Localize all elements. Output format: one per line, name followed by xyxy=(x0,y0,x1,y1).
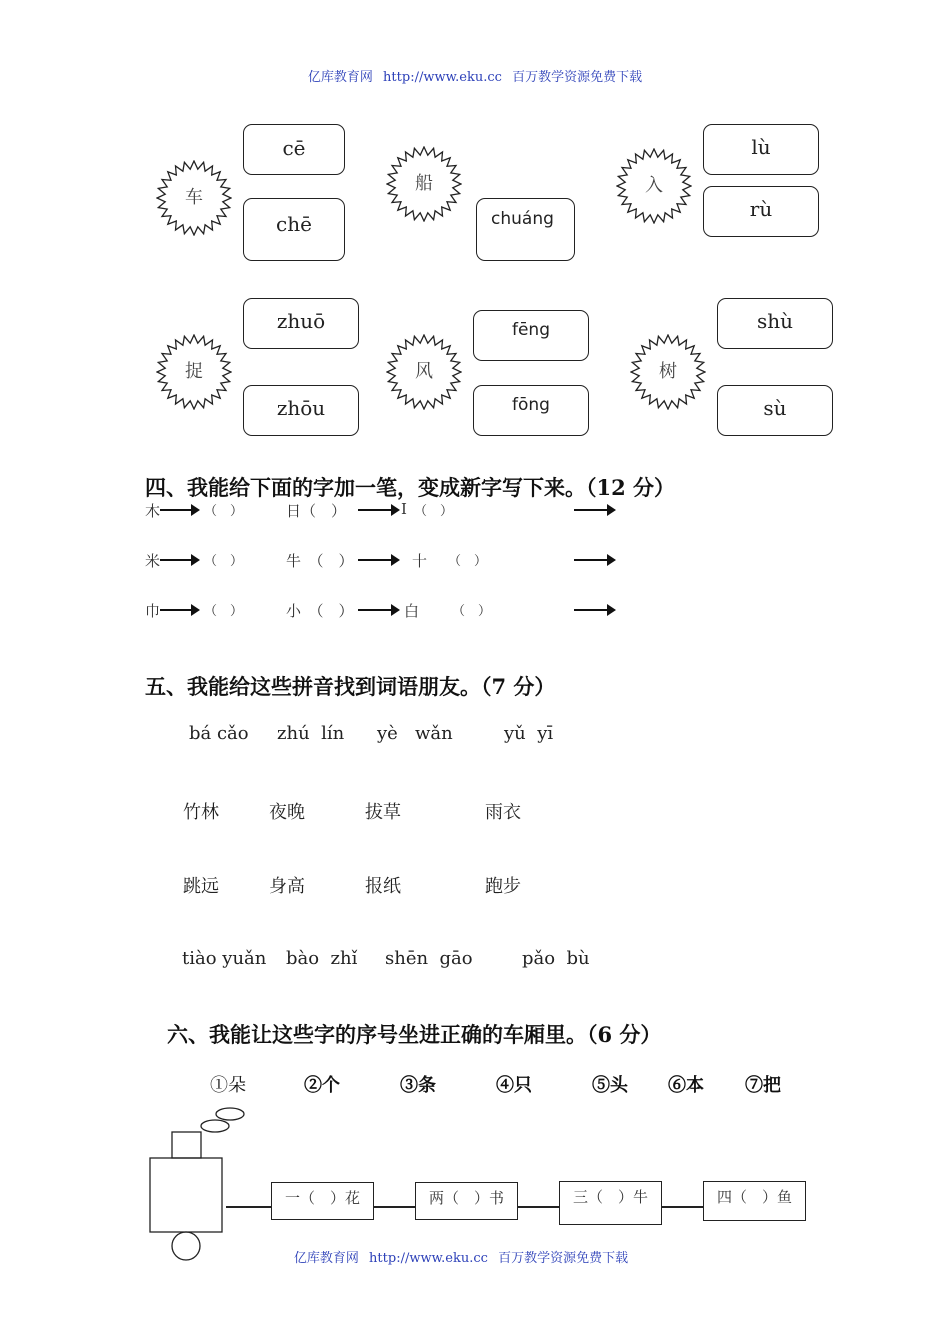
footer-site: 亿库教育网 xyxy=(293,1251,359,1266)
char-label: 捉 xyxy=(185,361,203,382)
pinyin-option[interactable]: rù xyxy=(703,186,819,237)
section5-title: 五、我能给这些拼音找到词语朋友。（7 分） xyxy=(145,674,556,699)
starburst-char xyxy=(630,334,706,410)
char-label: 船 xyxy=(415,173,433,194)
train-car[interactable]: 两（ ）书 xyxy=(415,1182,518,1220)
header-slogan: 百万教学资源免费下载 xyxy=(512,70,643,85)
pinyin-word: shēn gāo xyxy=(385,948,473,969)
option-item[interactable]: ③条 xyxy=(400,1075,436,1096)
pinyin-option[interactable]: fōng xyxy=(473,385,589,436)
pinyin-option[interactable]: fēng xyxy=(473,310,589,361)
header-site: 亿库教育网 xyxy=(307,70,373,85)
answer-paren[interactable]: （ ） xyxy=(204,604,244,619)
pinyin-word: bá cǎo xyxy=(189,723,249,744)
char-label: 车 xyxy=(185,187,203,208)
add-stroke-row xyxy=(0,500,950,520)
starburst-char xyxy=(616,148,692,224)
chinese-word: 报纸 xyxy=(365,876,401,897)
arrow-icon xyxy=(358,609,398,611)
source-char: 米 xyxy=(145,552,161,570)
source-char: I xyxy=(401,500,407,518)
pinyin-option[interactable]: chē xyxy=(243,198,345,261)
chinese-word: 跑步 xyxy=(485,876,521,897)
train-car[interactable]: 一（ ）花 xyxy=(271,1182,374,1220)
chinese-word: 跳远 xyxy=(183,876,219,897)
pinyin-word: zhú lín xyxy=(277,723,345,744)
option-item[interactable]: ②个 xyxy=(304,1075,340,1096)
pinyin-word: pǎo bù xyxy=(522,948,590,969)
train-car[interactable]: 四（ ）鱼 xyxy=(703,1181,806,1221)
char-label: 树 xyxy=(659,361,677,382)
chinese-word: 身高 xyxy=(269,876,305,897)
answer-paren[interactable]: （ ） xyxy=(204,504,244,519)
pinyin-option[interactable]: zhōu xyxy=(243,385,359,436)
arrow-icon xyxy=(160,509,198,511)
add-stroke-row xyxy=(0,600,950,620)
add-stroke-row xyxy=(0,550,950,570)
source-char: 木 xyxy=(145,502,161,520)
source-char: 牛 （ ） xyxy=(286,552,354,570)
pinyin-option[interactable]: zhuō xyxy=(243,298,359,349)
arrow-icon xyxy=(574,509,614,511)
train-locomotive-icon xyxy=(145,1102,265,1262)
answer-paren[interactable]: （ ） xyxy=(452,604,492,619)
pinyin-option[interactable]: chuáng xyxy=(476,198,575,261)
train-coupler xyxy=(662,1206,703,1208)
train-coupler xyxy=(518,1206,559,1208)
option-item[interactable]: ⑦把 xyxy=(745,1075,781,1096)
pinyin-option[interactable]: sù xyxy=(717,385,833,436)
chinese-word: 竹林 xyxy=(183,802,219,823)
pinyin-word: bào zhǐ xyxy=(286,948,358,969)
char-label: 入 xyxy=(645,175,663,196)
starburst-char xyxy=(156,160,232,236)
option-item[interactable]: ④只 xyxy=(496,1075,532,1096)
train-car[interactable]: 三（ ）牛 xyxy=(559,1181,662,1225)
arrow-icon xyxy=(358,509,398,511)
footer-url[interactable]: http://www.eku.cc xyxy=(369,1251,488,1266)
page-header xyxy=(0,66,950,85)
chinese-word: 夜晚 xyxy=(269,802,305,823)
section4-title: 四、我能给下面的字加一笔，变成新字写下来。（12 分） xyxy=(145,475,676,500)
source-char: 日（ ） xyxy=(286,502,347,520)
answer-paren[interactable]: （ ） xyxy=(448,554,488,569)
train-coupler xyxy=(226,1206,271,1208)
section6-title: 六、我能让这些字的序号坐进正确的车厢里。（6 分） xyxy=(167,1022,662,1047)
char-label: 风 xyxy=(415,361,433,382)
option-item[interactable]: ⑥本 xyxy=(668,1075,704,1096)
chinese-word: 拔草 xyxy=(365,802,401,823)
source-char: 白 xyxy=(404,602,420,620)
header-url[interactable]: http://www.eku.cc xyxy=(383,70,502,85)
arrow-icon xyxy=(574,609,614,611)
page-footer xyxy=(0,1247,936,1266)
arrow-icon xyxy=(160,559,198,561)
train-coupler xyxy=(374,1206,415,1208)
pinyin-word: tiào yuǎn xyxy=(182,948,267,969)
starburst-char xyxy=(156,334,232,410)
pinyin-option[interactable]: lù xyxy=(703,124,819,175)
source-char: 巾 xyxy=(145,602,161,620)
option-item[interactable]: ①朵 xyxy=(210,1075,246,1096)
starburst-char xyxy=(386,146,462,222)
answer-paren[interactable]: （ ） xyxy=(414,504,454,519)
arrow-icon xyxy=(160,609,198,611)
arrow-icon xyxy=(574,559,614,561)
source-char: 小 （ ） xyxy=(286,602,354,620)
option-item[interactable]: ⑤头 xyxy=(592,1075,628,1096)
pinyin-option[interactable]: cē xyxy=(243,124,345,175)
answer-paren[interactable]: （ ） xyxy=(204,554,244,569)
source-char: 十 xyxy=(412,552,428,570)
pinyin-word: yǔ yī xyxy=(504,723,554,744)
pinyin-option[interactable]: shù xyxy=(717,298,833,349)
arrow-icon xyxy=(358,559,398,561)
chinese-word: 雨衣 xyxy=(485,802,521,823)
footer-slogan: 百万教学资源免费下载 xyxy=(498,1251,629,1266)
starburst-char xyxy=(386,334,462,410)
pinyin-word: yè wǎn xyxy=(377,723,453,744)
